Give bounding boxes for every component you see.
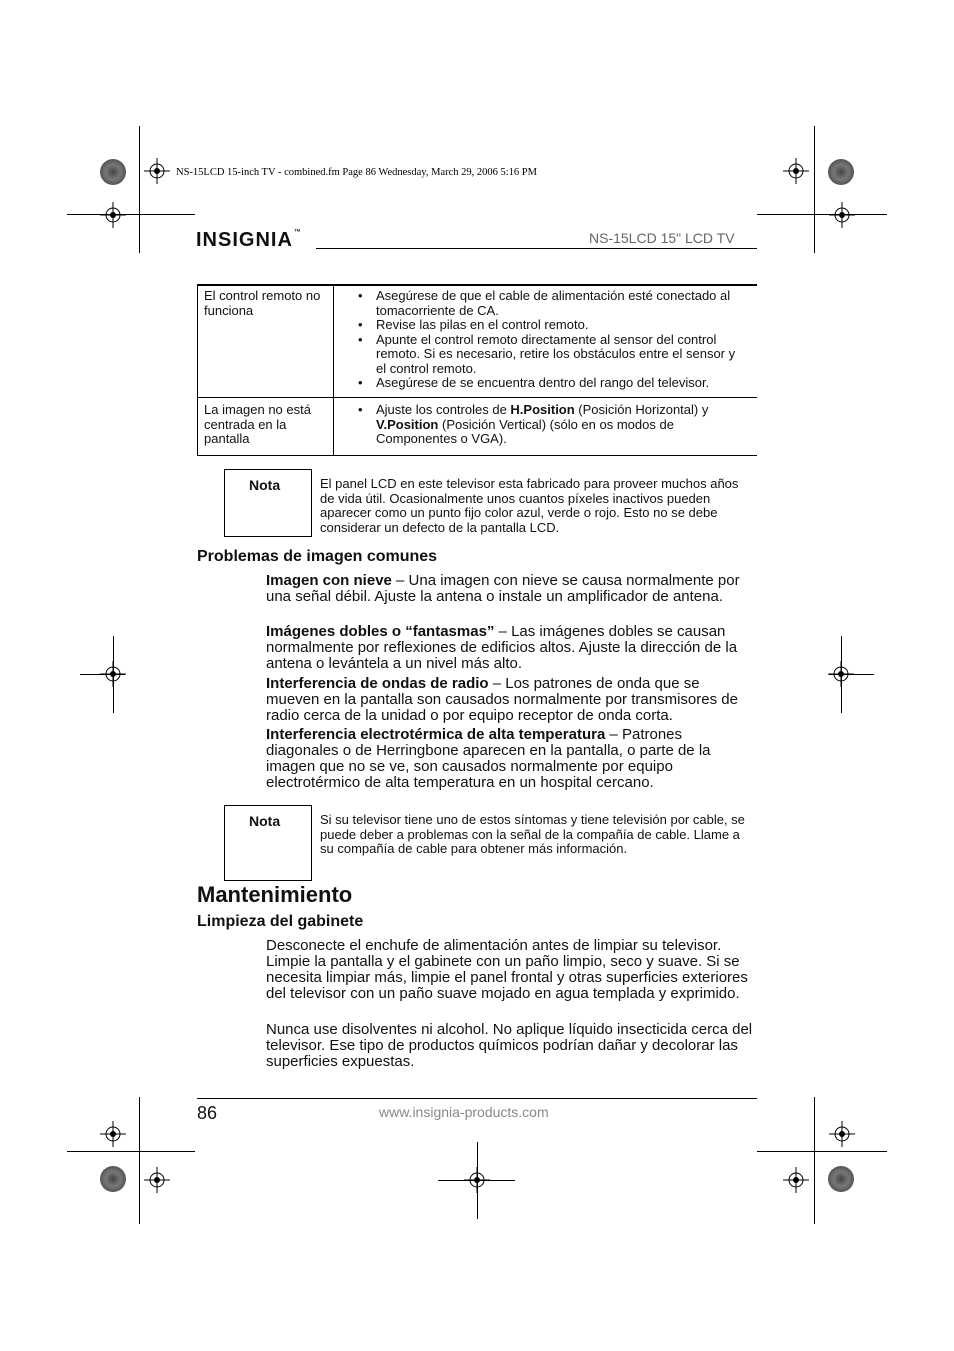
footer-rule — [197, 1098, 757, 1099]
table-row-solutions — [358, 289, 748, 391]
text-run-bold: V.Position — [376, 416, 439, 432]
term: Interferencia electrotérmica de alta temperatura — [266, 726, 606, 743]
definition: – Una imagen con nieve se causa normalmente por una señal débil. Ajuste la antena o instale un amplificador de antena. — [266, 572, 740, 605]
page-heading: Mantenimiento — [197, 882, 353, 907]
footer-url: www.insignia-products.com — [379, 1104, 549, 1120]
list-item: • Apunte el control remoto directamente al sensor del control remoto. Si es necesario, retire los obstáculos entre el sensor y el control remoto. — [358, 333, 748, 377]
paragraph: Nunca use disolventes ni alcohol. No aplique líquido insecticida cerca del televisor. Ese tipo de productos químicos podrían dañar y decolorar las superficies expuestas. — [266, 1021, 753, 1070]
section-heading: Problemas de imagen comunes — [197, 548, 438, 565]
text-run: (Posición Vertical) (sólo en os modos de Componentes o VGA). — [376, 416, 674, 446]
section-heading: Limpieza del gabinete — [197, 913, 364, 930]
registration-mark-icon — [464, 1167, 490, 1193]
note-text: El panel LCD en este televisor esta fabricado para proveer muchos años de vida útil. Ocasionalmente unos cuantos píxeles inactivos pueden aparecer como un punto fijo color azul, verde o rojo. Esto no se debe considerar un defecto de la pantalla LCD. — [320, 476, 739, 535]
registration-mark-icon — [100, 661, 126, 687]
color-disc-icon — [828, 159, 854, 185]
brand-logo — [196, 229, 302, 252]
note-label: Nota — [249, 477, 281, 493]
list-item: • Asegúrese de que el cable de alimentación esté conectado al tomacorriente de CA. — [358, 289, 748, 318]
registration-mark-icon — [829, 202, 855, 228]
table-row-solutions — [358, 403, 748, 447]
brand-name: INSIGNIA — [196, 229, 293, 251]
registration-mark-icon — [783, 158, 809, 184]
registration-mark-icon — [100, 202, 126, 228]
definition: – Las imágenes dobles se causan normalmente por reflexiones de edificios altos. Ajuste la dirección de la antena o levántela a un nivel más alto. — [266, 623, 738, 672]
definition: – Patrones diagonales o de Herringbone aparecen en la pantalla, o parte de la imagen que no se ve, son causados normalmente por equipo electrotérmico de alta temperatura en un hospital cercano. — [266, 726, 711, 791]
paragraph — [266, 573, 756, 605]
list-item: • Revise las pilas en el control remoto. — [358, 318, 748, 333]
file-slug: NS-15LCD 15-inch TV - combined.fm Page 86 Wednesday, March 29, 2006 5:16 PM — [176, 167, 537, 178]
registration-mark-icon — [783, 1167, 809, 1193]
text-run: Ajuste los controles de — [376, 402, 511, 417]
trademark: ™ — [293, 229, 302, 236]
term: Imágenes dobles o “fantasmas” — [266, 623, 495, 640]
registration-mark-icon — [100, 1121, 126, 1147]
term: Interferencia de ondas de radio — [266, 675, 489, 692]
list-item: • Asegúrese de se encuentra dentro del rango del televisor. — [358, 376, 748, 391]
registration-mark-icon — [829, 1121, 855, 1147]
paragraph — [266, 727, 756, 791]
list-item — [358, 403, 748, 447]
paragraph — [266, 676, 756, 724]
color-disc-icon — [828, 1166, 854, 1192]
table-row-problem: La imagen no está centrada en la pantalla — [204, 402, 311, 446]
color-disc-icon — [100, 159, 126, 185]
registration-mark-icon — [144, 158, 170, 184]
text-run-bold: H.Position — [510, 402, 575, 417]
color-disc-icon — [100, 1166, 126, 1192]
paragraph — [266, 624, 756, 672]
header-title: NS-15LCD 15" LCD TV — [589, 230, 735, 246]
table-row-problem: El control remoto no funciona — [204, 288, 321, 318]
registration-mark-icon — [144, 1167, 170, 1193]
note-text: Si su televisor tiene uno de estos síntomas y tiene televisión por cable, se puede deber a problemas con la señal de la compañía de cable. Llame a su compañía de cable para obtener más información. — [320, 812, 745, 856]
paragraph: Desconecte el enchufe de alimentación antes de limpiar su televisor. Limpie la pantalla y el gabinete con un paño limpio, seco y suave. Si se necesita limpiar más, limpie el panel frontal y otras superficies exteriores del televisor con un paño suave mojado en agua templada y exprimido. — [266, 937, 748, 1002]
header-rule — [316, 248, 757, 249]
text-run: (Posición Horizontal) y — [574, 402, 709, 417]
definition: – Los patrones de onda que se mueven en la pantalla son causados normalmente por transmisores de radio cerca de la unidad o por equipo receptor de onda corta. — [266, 675, 738, 724]
page-number: 86 — [197, 1103, 218, 1123]
registration-mark-icon — [828, 661, 854, 687]
note-label: Nota — [249, 813, 281, 829]
term: Imagen con nieve — [266, 572, 392, 589]
